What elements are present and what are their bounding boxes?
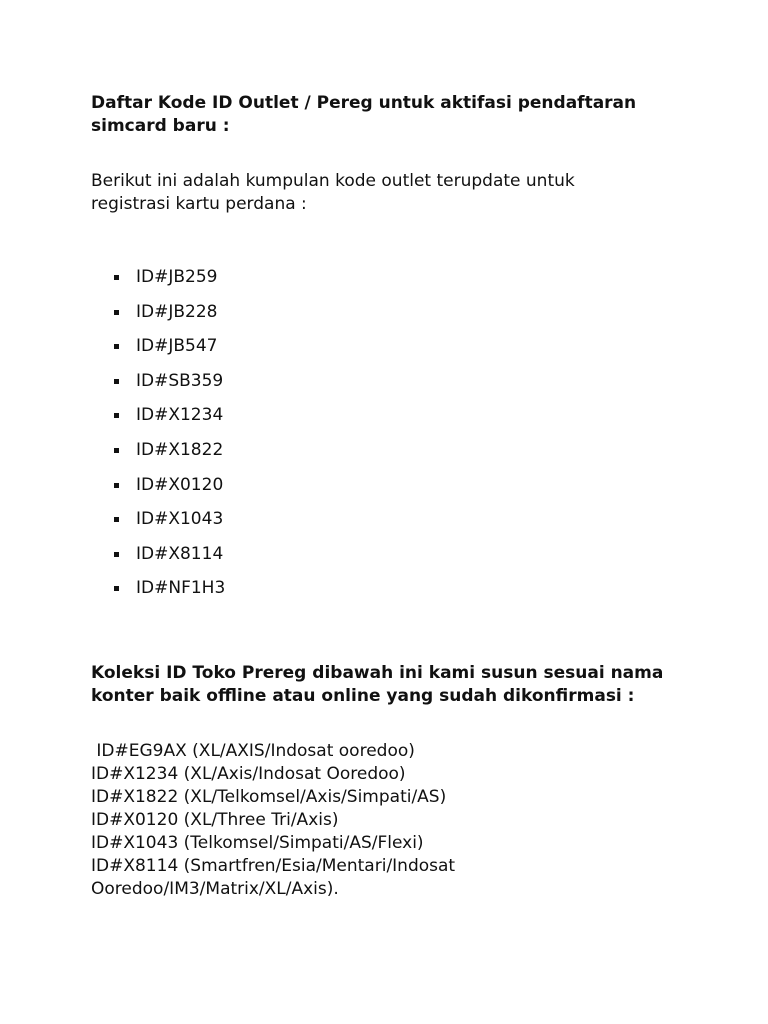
list-item — [0, 335, 768, 370]
list-item — [0, 577, 768, 612]
list-item — [0, 266, 768, 301]
outlet-code: ID#JB259 — [136, 267, 218, 287]
square-bullet-icon — [114, 552, 119, 557]
outlet-store-line: ID#X1043 (Telkomsel/Simpati/AS/Flexi) — [91, 833, 424, 853]
outlet-store-list — [91, 740, 691, 901]
list-item — [0, 543, 768, 578]
outlet-code: ID#X1043 — [136, 509, 224, 530]
document-title: Daftar Kode ID Outlet / Pereg untuk aktifasi pendaftaran simcard baru : — [91, 93, 637, 136]
section-heading: Koleksi ID Toko Prereg dibawah ini kami susun sesuai nama konter baik offline atau online yang sudah dikonfirmasi : — [91, 663, 664, 706]
list-item — [0, 508, 768, 543]
outlet-code: ID#SB359 — [136, 370, 224, 391]
outlet-store-line: ID#X1822 (XL/Telkomsel/Axis/Simpati/AS) — [91, 787, 447, 807]
outlet-code: ID#X0120 — [136, 474, 224, 495]
outlet-code-list — [0, 266, 768, 612]
square-bullet-icon — [114, 483, 119, 488]
square-bullet-icon — [114, 413, 119, 418]
list-item — [0, 404, 768, 439]
outlet-code: ID#NF1H3 — [136, 578, 226, 599]
list-item — [0, 301, 768, 336]
outlet-code: ID#X1234 — [136, 405, 224, 426]
outlet-code: ID#JB547 — [136, 336, 218, 357]
list-item — [0, 439, 768, 474]
outlet-store-line: ID#EG9AX (XL/AXIS/Indosat ooredoo) — [91, 741, 415, 761]
outlet-code: ID#X8114 — [136, 543, 224, 564]
list-item — [0, 370, 768, 405]
list-item — [0, 474, 768, 509]
square-bullet-icon — [114, 448, 119, 453]
square-bullet-icon — [114, 517, 119, 522]
outlet-store-line: ID#X1234 (XL/Axis/Indosat Ooredoo) — [91, 764, 406, 784]
outlet-code: ID#X1822 — [136, 439, 224, 460]
square-bullet-icon — [114, 379, 119, 384]
square-bullet-icon — [114, 586, 119, 591]
square-bullet-icon — [114, 344, 119, 349]
outlet-code: ID#JB228 — [136, 301, 218, 322]
intro-paragraph: Berikut ini adalah kumpulan kode outlet terupdate untuk registrasi kartu perdana : — [91, 171, 575, 214]
outlet-store-line: ID#X0120 (XL/Three Tri/Axis) — [91, 810, 339, 830]
square-bullet-icon — [114, 275, 119, 280]
square-bullet-icon — [114, 310, 119, 315]
outlet-store-line: ID#X8114 (Smartfren/Esia/Mentari/Indosat Ooredoo/IM3/Matrix/XL/Axis). — [91, 856, 461, 899]
